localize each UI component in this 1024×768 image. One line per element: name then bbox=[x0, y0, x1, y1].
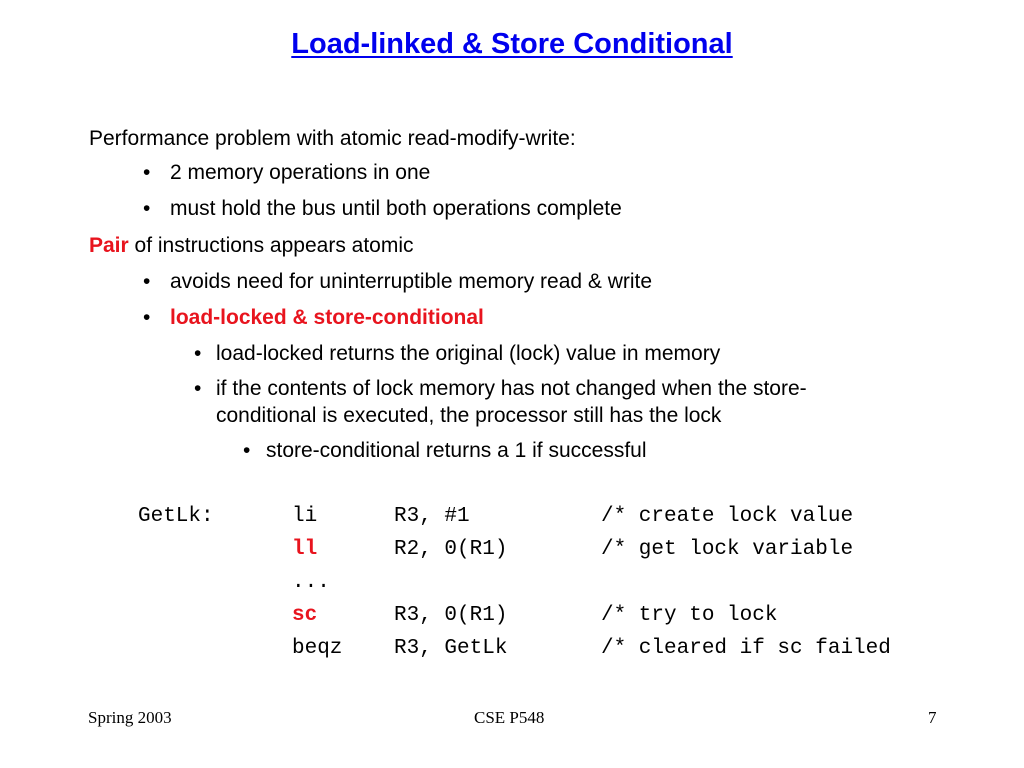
pair-line bbox=[89, 233, 414, 258]
bullet-text-ll-sc: load-locked & store-conditional bbox=[170, 306, 484, 329]
bullet-text-hold-bus: must hold the bus until both operations complete bbox=[170, 197, 622, 220]
bullet-dot: • bbox=[143, 306, 151, 329]
sub-bullet-text-contents-line2: conditional is executed, the processor still has the lock bbox=[216, 404, 722, 427]
code-args: R3, GetLk bbox=[394, 637, 508, 660]
code-comment: /* try to lock bbox=[601, 604, 778, 627]
bullet-dot: • bbox=[143, 270, 151, 293]
sub-bullet-dot: • bbox=[194, 377, 202, 400]
code-op: beqz bbox=[292, 637, 343, 660]
bullet-dot: • bbox=[143, 197, 151, 220]
code-comment: /* create lock value bbox=[601, 505, 854, 528]
code-op-sc: sc bbox=[292, 604, 318, 627]
footer-page-number: 7 bbox=[928, 708, 937, 727]
footer-course: CSE P548 bbox=[474, 708, 545, 727]
code-args: R3, 0(R1) bbox=[394, 604, 508, 627]
intro-text: Performance problem with atomic read-modify-write: bbox=[89, 127, 576, 150]
code-op-ll: ll bbox=[292, 538, 318, 561]
code-comment: /* get lock variable bbox=[601, 538, 854, 561]
bullet-dot: • bbox=[143, 161, 151, 184]
sub-bullet-dot: • bbox=[194, 342, 202, 365]
bullet-text-memory-ops: 2 memory operations in one bbox=[170, 161, 431, 184]
footer-term: Spring 2003 bbox=[88, 708, 172, 727]
code-op: li bbox=[292, 505, 318, 528]
pair-keyword: Pair bbox=[89, 234, 129, 257]
subsub-bullet-dot: • bbox=[243, 439, 251, 462]
sub-bullet-text-ll-returns: load-locked returns the original (lock) value in memory bbox=[216, 342, 721, 365]
sub-bullet-text-contents-line1: if the contents of lock memory has not changed when the store- bbox=[216, 377, 807, 400]
code-args: R2, 0(R1) bbox=[394, 538, 508, 561]
code-args: R3, #1 bbox=[394, 505, 470, 528]
subsub-bullet-text-sc-returns: store-conditional returns a 1 if successful bbox=[266, 439, 647, 462]
pair-rest: of instructions appears atomic bbox=[128, 234, 414, 257]
code-label: GetLk: bbox=[138, 505, 214, 528]
code-ellipsis: ... bbox=[292, 571, 330, 594]
code-comment: /* cleared if sc failed bbox=[601, 637, 891, 660]
slide-title: Load-linked & Store Conditional bbox=[291, 28, 733, 60]
bullet-text-avoids-need: avoids need for uninterruptible memory read & write bbox=[170, 270, 653, 293]
